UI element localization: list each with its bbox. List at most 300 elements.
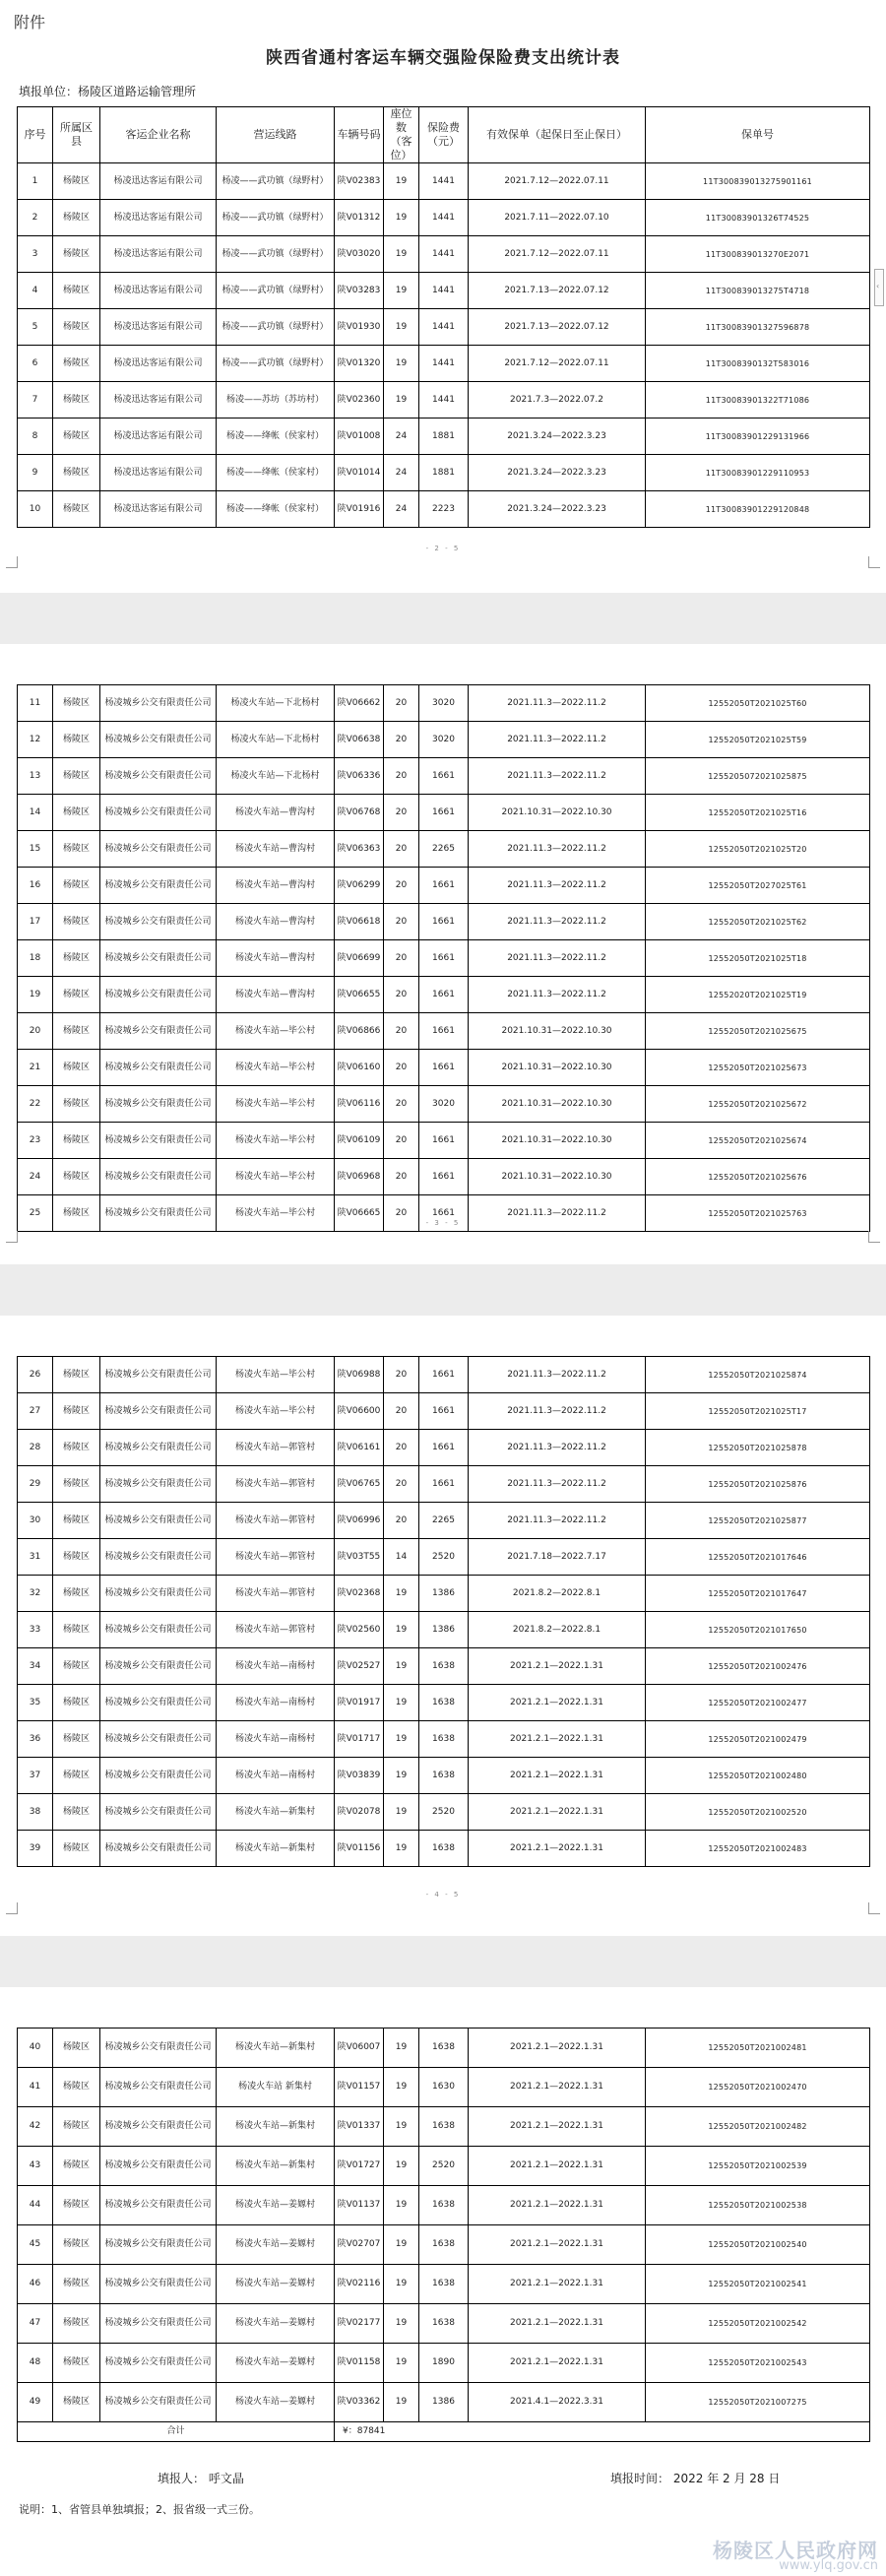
table-cell: 2021.7.11—2022.07.10 (469, 200, 646, 236)
table-cell: 12552050T2027025T61 (646, 868, 870, 904)
table-cell: 31 (18, 1539, 53, 1576)
table-cell: 陕V01717 (335, 1721, 384, 1758)
table-cell: 12552050T2021002520 (646, 1794, 870, 1831)
table-cell: 12 (18, 722, 53, 758)
table-cell: 14 (384, 1539, 419, 1576)
table-cell: 陕V06618 (335, 904, 384, 940)
table-cell: 34 (18, 1648, 53, 1685)
table-cell: 11T30083901326T74525 (646, 200, 870, 236)
column-header: 营运线路 (217, 107, 335, 163)
table-row (18, 1794, 870, 1831)
table-cell: 12552050T2021002477 (646, 1685, 870, 1721)
table-cell: 杨陵区 (53, 1357, 100, 1393)
table-cell: 12552050T2021017647 (646, 1576, 870, 1612)
table-cell: 陕V06988 (335, 1357, 384, 1393)
table-cell: 22 (18, 1086, 53, 1123)
table-cell: 杨凌——绛帐（侯家村） (217, 491, 335, 528)
table-cell: 20 (384, 1466, 419, 1503)
table-cell: 杨陵区 (53, 795, 100, 831)
table-cell: 杨凌城乡公交有限责任公司 (100, 1576, 217, 1612)
table-cell: 陕V06765 (335, 1466, 384, 1503)
insurance-table (17, 2028, 870, 2442)
table-cell: 杨陵区 (53, 2186, 100, 2225)
table-cell: 陕V01727 (335, 2147, 384, 2186)
table-cell: 3 (18, 236, 53, 273)
table-cell: 12552050T2021025874 (646, 1357, 870, 1393)
table-cell: 杨凌迅达客运有限公司 (100, 346, 217, 382)
table-cell: 杨陵区 (53, 1195, 100, 1232)
table-row (18, 2344, 870, 2383)
filler-label: 填报人： (158, 2472, 206, 2485)
table-cell: 33 (18, 1612, 53, 1648)
table-cell: 陕V02360 (335, 382, 384, 419)
table-cell: 29 (18, 1466, 53, 1503)
table-cell: 1441 (419, 236, 469, 273)
table-cell: 12552050T2021002480 (646, 1758, 870, 1794)
table-cell: 2021.11.3—2022.11.2 (469, 1357, 646, 1393)
table-cell: 12552050T2021002482 (646, 2107, 870, 2147)
table-row (18, 236, 870, 273)
table-row (18, 1539, 870, 1576)
table-cell: 杨陵区 (53, 273, 100, 309)
table-cell: 杨凌火车站—下北杨村 (217, 758, 335, 795)
table-cell: 39 (18, 1831, 53, 1867)
table-cell: 2 (18, 200, 53, 236)
table-cell: 杨凌火车站—南杨村 (217, 1758, 335, 1794)
table-cell: 2265 (419, 1503, 469, 1539)
table-cell: 陕V06160 (335, 1050, 384, 1086)
table-cell: 1661 (419, 795, 469, 831)
table-row (18, 419, 870, 455)
table-cell: 杨凌迅达客运有限公司 (100, 455, 217, 491)
table-cell: 2021.2.1—2022.1.31 (469, 2304, 646, 2344)
table-cell: 杨凌火车站—曹沟村 (217, 904, 335, 940)
crop-mark (6, 556, 18, 568)
table-cell: 杨凌城乡公交有限责任公司 (100, 2068, 217, 2107)
table-cell: 19 (384, 1648, 419, 1685)
table-cell: 2021.2.1—2022.1.31 (469, 2068, 646, 2107)
filler-field (158, 2470, 244, 2486)
crop-mark (6, 1231, 18, 1243)
table-cell: 杨凌——武功镇（绿野村） (217, 236, 335, 273)
table-cell: 2021.7.18—2022.7.17 (469, 1539, 646, 1576)
table-cell: 2021.2.1—2022.1.31 (469, 2107, 646, 2147)
table-cell: 20 (384, 977, 419, 1013)
table-row (18, 2383, 870, 2422)
table-cell: 23 (18, 1123, 53, 1159)
table-cell: 杨凌城乡公交有限责任公司 (100, 1159, 217, 1195)
table-cell: 2021.10.31—2022.10.30 (469, 795, 646, 831)
table-cell: 杨凌城乡公交有限责任公司 (100, 1430, 217, 1466)
table-cell: 3020 (419, 722, 469, 758)
filler-name: 呼文晶 (208, 2472, 244, 2485)
table-cell: 杨凌城乡公交有限责任公司 (100, 1758, 217, 1794)
watermark-logo: 杨陵区人民政府网 (713, 2539, 878, 2562)
table-cell: 杨凌——武功镇（绿野村） (217, 346, 335, 382)
table-cell: 杨凌火车站—毕公村 (217, 1050, 335, 1086)
table-cell: 杨凌城乡公交有限责任公司 (100, 1050, 217, 1086)
table-cell: 陕V03362 (335, 2383, 384, 2422)
table-row (18, 1013, 870, 1050)
table-cell: 杨凌城乡公交有限责任公司 (100, 831, 217, 868)
table-cell: 12552050T2021025T60 (646, 685, 870, 722)
table-cell: 杨凌城乡公交有限责任公司 (100, 2147, 217, 2186)
table-cell: 2021.7.12—2022.07.11 (469, 346, 646, 382)
table-cell: 12552050T2021002476 (646, 1648, 870, 1685)
table-cell: 2021.3.24—2022.3.23 (469, 491, 646, 528)
table-cell: 12552050T2021025T18 (646, 940, 870, 977)
table-cell: 20 (384, 795, 419, 831)
table-cell: 8 (18, 419, 53, 455)
table-row (18, 382, 870, 419)
table-cell: 1638 (419, 2265, 469, 2304)
table-cell: 19 (384, 2225, 419, 2265)
column-header: 车辆号码 (335, 107, 384, 163)
table-cell: 2021.11.3—2022.11.2 (469, 1503, 646, 1539)
table-row (18, 200, 870, 236)
table-cell: 20 (384, 831, 419, 868)
table-cell: 陕V06638 (335, 722, 384, 758)
table-cell: 陕V01008 (335, 419, 384, 455)
table-cell: 2021.11.3—2022.11.2 (469, 1466, 646, 1503)
table-cell: 杨凌火车站—新集村 (217, 1831, 335, 1867)
table-cell: 杨凌火车站 新集村 (217, 2068, 335, 2107)
table-cell: 14 (18, 795, 53, 831)
table-cell: 杨凌迅达客运有限公司 (100, 309, 217, 346)
table-cell: 杨陵区 (53, 2068, 100, 2107)
table-cell: 19 (384, 2344, 419, 2383)
table-cell: 12552050T2021025876 (646, 1466, 870, 1503)
table-row (18, 1123, 870, 1159)
table-cell: 陕V06109 (335, 1123, 384, 1159)
table-cell: 杨凌火车站—姜嫄村 (217, 2265, 335, 2304)
table-cell: 杨凌——武功镇（绿野村） (217, 163, 335, 200)
crop-mark (868, 1902, 880, 1914)
table-cell: 12552050T2021002542 (646, 2304, 870, 2344)
table-cell: 1661 (419, 1123, 469, 1159)
table-cell: 20 (384, 1503, 419, 1539)
table-cell: 2021.10.31—2022.10.30 (469, 1050, 646, 1086)
report-date: 2022 年 2 月 28 日 (672, 2472, 781, 2485)
table-cell: 2021.11.3—2022.11.2 (469, 758, 646, 795)
table-cell: 杨陵区 (53, 1466, 100, 1503)
table-cell: 杨凌火车站—新集村 (217, 2147, 335, 2186)
table-cell: 12552050T2021002539 (646, 2147, 870, 2186)
table-cell: 2021.11.3—2022.11.2 (469, 685, 646, 722)
table-cell: 1441 (419, 273, 469, 309)
table-cell: 杨凌城乡公交有限责任公司 (100, 1539, 217, 1576)
table-cell: 杨陵区 (53, 2304, 100, 2344)
table-cell: 陕V06665 (335, 1195, 384, 1232)
table-cell: 杨凌迅达客运有限公司 (100, 491, 217, 528)
table-cell: 杨凌迅达客运有限公司 (100, 163, 217, 200)
table-cell: 12552050T2021002483 (646, 1831, 870, 1867)
table-cell: 2021.11.3—2022.11.2 (469, 1430, 646, 1466)
table-cell: 杨凌城乡公交有限责任公司 (100, 2383, 217, 2422)
table-cell: 11T30083901229110953 (646, 455, 870, 491)
table-cell: 2021.11.3—2022.11.2 (469, 722, 646, 758)
table-cell: 杨凌城乡公交有限责任公司 (100, 940, 217, 977)
table-cell: 11T30083901327596878 (646, 309, 870, 346)
table-cell: 2021.2.1—2022.1.31 (469, 1648, 646, 1685)
table-cell: 12552050T2021025763 (646, 1195, 870, 1232)
total-row (18, 2422, 870, 2442)
table-cell: 1638 (419, 2029, 469, 2068)
table-cell: 杨陵区 (53, 1086, 100, 1123)
table-row (18, 2029, 870, 2068)
table-cell: 12552050T2021002538 (646, 2186, 870, 2225)
table-cell: 37 (18, 1758, 53, 1794)
table-cell: 杨凌——绛帐（侯家村） (217, 419, 335, 455)
table-cell: 19 (384, 1831, 419, 1867)
table-cell: 2021.10.31—2022.10.30 (469, 1086, 646, 1123)
table-cell: 12552050T2021002540 (646, 2225, 870, 2265)
table-cell: 1638 (419, 1685, 469, 1721)
table-cell: 杨凌城乡公交有限责任公司 (100, 1357, 217, 1393)
table-cell: 11 (18, 685, 53, 722)
table-cell: 2520 (419, 1794, 469, 1831)
table-row (18, 273, 870, 309)
table-cell: 杨陵区 (53, 1393, 100, 1430)
table-cell: 3020 (419, 685, 469, 722)
collapse-handle[interactable] (874, 269, 884, 306)
table-cell: 陕V06655 (335, 977, 384, 1013)
table-cell: 杨凌——苏坊（苏坊村） (217, 382, 335, 419)
table-cell: 25 (18, 1195, 53, 1232)
table-cell: 36 (18, 1721, 53, 1758)
table-cell: 陕V01337 (335, 2107, 384, 2147)
table-cell: 1661 (419, 868, 469, 904)
table-cell: 杨陵区 (53, 868, 100, 904)
table-cell: 杨凌火车站—新集村 (217, 2029, 335, 2068)
table-cell: 杨凌城乡公交有限责任公司 (100, 1612, 217, 1648)
table-cell: 1661 (419, 1357, 469, 1393)
table-cell: 19 (384, 1794, 419, 1831)
table-cell: 杨陵区 (53, 1576, 100, 1612)
table-row (18, 685, 870, 722)
table-cell: 杨陵区 (53, 1648, 100, 1685)
table-row (18, 1503, 870, 1539)
table-cell: 1661 (419, 1393, 469, 1430)
table-cell: 陕V02560 (335, 1612, 384, 1648)
table-cell: 杨凌城乡公交有限责任公司 (100, 977, 217, 1013)
table-cell: 杨陵区 (53, 831, 100, 868)
table-row (18, 1648, 870, 1685)
table-cell: 杨凌火车站—毕公村 (217, 1159, 335, 1195)
table-cell: 47 (18, 2304, 53, 2344)
table-cell: 杨陵区 (53, 2344, 100, 2383)
table-cell: 陕V06768 (335, 795, 384, 831)
insurance-table (17, 684, 870, 1232)
table-cell: 杨凌火车站—郭管村 (217, 1430, 335, 1466)
column-header: 所属区县 (53, 107, 100, 163)
table-cell: 杨凌火车站—曹沟村 (217, 868, 335, 904)
table-cell: 陕V01312 (335, 200, 384, 236)
table-cell: 陕V01157 (335, 2068, 384, 2107)
table-row (18, 1086, 870, 1123)
table-row (18, 491, 870, 528)
table-cell: 陕V01156 (335, 1831, 384, 1867)
crop-mark (868, 556, 880, 568)
table-row (18, 2304, 870, 2344)
table-cell: 1638 (419, 1758, 469, 1794)
table-cell: 2021.10.31—2022.10.30 (469, 1013, 646, 1050)
table-cell: 杨陵区 (53, 419, 100, 455)
table-cell: 杨凌火车站—曹沟村 (217, 940, 335, 977)
table-cell: 杨陵区 (53, 236, 100, 273)
table-cell: 2021.7.12—2022.07.11 (469, 236, 646, 273)
table-cell: 杨凌火车站—新集村 (217, 2107, 335, 2147)
table-cell: 杨凌城乡公交有限责任公司 (100, 1794, 217, 1831)
table-cell: 2520 (419, 1539, 469, 1576)
table-cell: 2021.11.3—2022.11.2 (469, 977, 646, 1013)
table-cell: 杨凌火车站—毕公村 (217, 1013, 335, 1050)
table-cell: 12552050T2021025T17 (646, 1393, 870, 1430)
table-cell: 1 (18, 163, 53, 200)
table-cell: 32 (18, 1576, 53, 1612)
table-cell: 20 (384, 722, 419, 758)
table-cell: 陕V03020 (335, 236, 384, 273)
table-cell: 19 (384, 382, 419, 419)
table-cell: 杨陵区 (53, 2383, 100, 2422)
table-cell: 2520 (419, 2147, 469, 2186)
table-cell: 杨陵区 (53, 1123, 100, 1159)
insurance-table (17, 1356, 870, 1867)
table-row (18, 1758, 870, 1794)
table-cell: 12552050T2021025675 (646, 1013, 870, 1050)
table-cell: 杨凌火车站—郭管村 (217, 1503, 335, 1539)
table-cell: 2021.8.2—2022.8.1 (469, 1612, 646, 1648)
table-cell: 陕V06116 (335, 1086, 384, 1123)
table-cell: 19 (384, 2186, 419, 2225)
table-cell: 12552050T2021025T59 (646, 722, 870, 758)
table-cell: 19 (384, 2068, 419, 2107)
table-cell: 陕V06996 (335, 1503, 384, 1539)
table-cell: 杨凌火车站—南杨村 (217, 1685, 335, 1721)
table-cell: 杨凌火车站—姜嫄村 (217, 2186, 335, 2225)
table-cell: 24 (18, 1159, 53, 1195)
table-cell: 24 (384, 455, 419, 491)
table-cell: 杨凌迅达客运有限公司 (100, 382, 217, 419)
table-cell: 杨陵区 (53, 309, 100, 346)
table-cell: 1661 (419, 977, 469, 1013)
table-cell: 1661 (419, 1013, 469, 1050)
table-cell: 20 (384, 685, 419, 722)
column-header: 客运企业名称 (100, 107, 217, 163)
table-cell: 2021.10.31—2022.10.30 (469, 1123, 646, 1159)
table-cell: 21 (18, 1050, 53, 1086)
table-cell: 杨凌火车站—曹沟村 (217, 977, 335, 1013)
table-row (18, 977, 870, 1013)
table-row (18, 1721, 870, 1758)
table-cell: 1638 (419, 1648, 469, 1685)
table-cell: 杨陵区 (53, 977, 100, 1013)
table-cell: 杨凌火车站—毕公村 (217, 1393, 335, 1430)
table-cell: 12552050T2021007275 (646, 2383, 870, 2422)
table-cell: 杨凌城乡公交有限责任公司 (100, 795, 217, 831)
column-header: 序号 (18, 107, 53, 163)
table-cell: 2021.7.12—2022.07.11 (469, 163, 646, 200)
table-cell: 陕V03283 (335, 273, 384, 309)
table-cell: 2021.2.1—2022.1.31 (469, 2147, 646, 2186)
table-cell: 杨凌火车站—毕公村 (217, 1123, 335, 1159)
table-cell: 11T30083901229120848 (646, 491, 870, 528)
table-cell: 20 (384, 1013, 419, 1050)
table-cell: 12552050T2021025T16 (646, 795, 870, 831)
table-cell: 19 (384, 2147, 419, 2186)
document-title: 陕西省通村客运车辆交强险保险费支出统计表 (266, 48, 620, 68)
table-row (18, 868, 870, 904)
table-cell: 1890 (419, 2344, 469, 2383)
table-cell: 1638 (419, 2107, 469, 2147)
table-cell: 1386 (419, 2383, 469, 2422)
table-cell: 陕V01158 (335, 2344, 384, 2383)
table-cell: 杨凌迅达客运有限公司 (100, 273, 217, 309)
table-cell: 杨凌——武功镇（绿野村） (217, 200, 335, 236)
table-cell: 2021.2.1—2022.1.31 (469, 2344, 646, 2383)
table-cell: 杨凌城乡公交有限责任公司 (100, 1466, 217, 1503)
table-cell: 2021.8.2—2022.8.1 (469, 1576, 646, 1612)
table-cell: 陕V06699 (335, 940, 384, 977)
table-cell: 5 (18, 309, 53, 346)
table-cell: 2021.2.1—2022.1.31 (469, 1758, 646, 1794)
table-row (18, 1466, 870, 1503)
table-row (18, 2265, 870, 2304)
table-cell: 1638 (419, 2304, 469, 2344)
table-cell: 13 (18, 758, 53, 795)
table-cell: 2021.2.1—2022.1.31 (469, 1721, 646, 1758)
table-cell: 2021.2.1—2022.1.31 (469, 2029, 646, 2068)
table-cell: 杨陵区 (53, 1539, 100, 1576)
table-cell: 杨凌城乡公交有限责任公司 (100, 2186, 217, 2225)
table-cell: 1661 (419, 1159, 469, 1195)
table-cell: 19 (384, 163, 419, 200)
table-cell: 杨凌——武功镇（绿野村） (217, 273, 335, 309)
table-cell: 陕V01137 (335, 2186, 384, 2225)
table-cell: 19 (384, 1758, 419, 1794)
table-cell: 杨陵区 (53, 2225, 100, 2265)
table-cell: 1638 (419, 1721, 469, 1758)
table-cell: 陕V06968 (335, 1159, 384, 1195)
table-cell: 38 (18, 1794, 53, 1831)
table-cell: 杨凌火车站—郭管村 (217, 1466, 335, 1503)
table-cell: 杨陵区 (53, 2147, 100, 2186)
table-cell: 1661 (419, 1430, 469, 1466)
table-cell: 陕V02707 (335, 2225, 384, 2265)
table-cell: 6 (18, 346, 53, 382)
table-cell: 1630 (419, 2068, 469, 2107)
table-cell: 杨凌城乡公交有限责任公司 (100, 2265, 217, 2304)
table-cell: 35 (18, 1685, 53, 1721)
table-cell: 杨陵区 (53, 2265, 100, 2304)
table-cell: 19 (384, 2383, 419, 2422)
table-cell: 杨凌火车站—姜嫄村 (217, 2383, 335, 2422)
table-cell: 杨凌火车站—姜嫄村 (217, 2344, 335, 2383)
table-cell: 12552020T2021025T19 (646, 977, 870, 1013)
total-label: 合计 (18, 2422, 335, 2442)
table-cell: 杨凌城乡公交有限责任公司 (100, 1648, 217, 1685)
table-cell: 1441 (419, 309, 469, 346)
table-cell: 20 (384, 1195, 419, 1232)
crop-mark (868, 1231, 880, 1243)
table-row (18, 1357, 870, 1393)
table-cell: 2021.11.3—2022.11.2 (469, 940, 646, 977)
table-cell: 杨凌城乡公交有限责任公司 (100, 2304, 217, 2344)
table-cell: 24 (384, 419, 419, 455)
table-cell: 1638 (419, 2225, 469, 2265)
table-row (18, 2225, 870, 2265)
table-cell: 杨陵区 (53, 685, 100, 722)
